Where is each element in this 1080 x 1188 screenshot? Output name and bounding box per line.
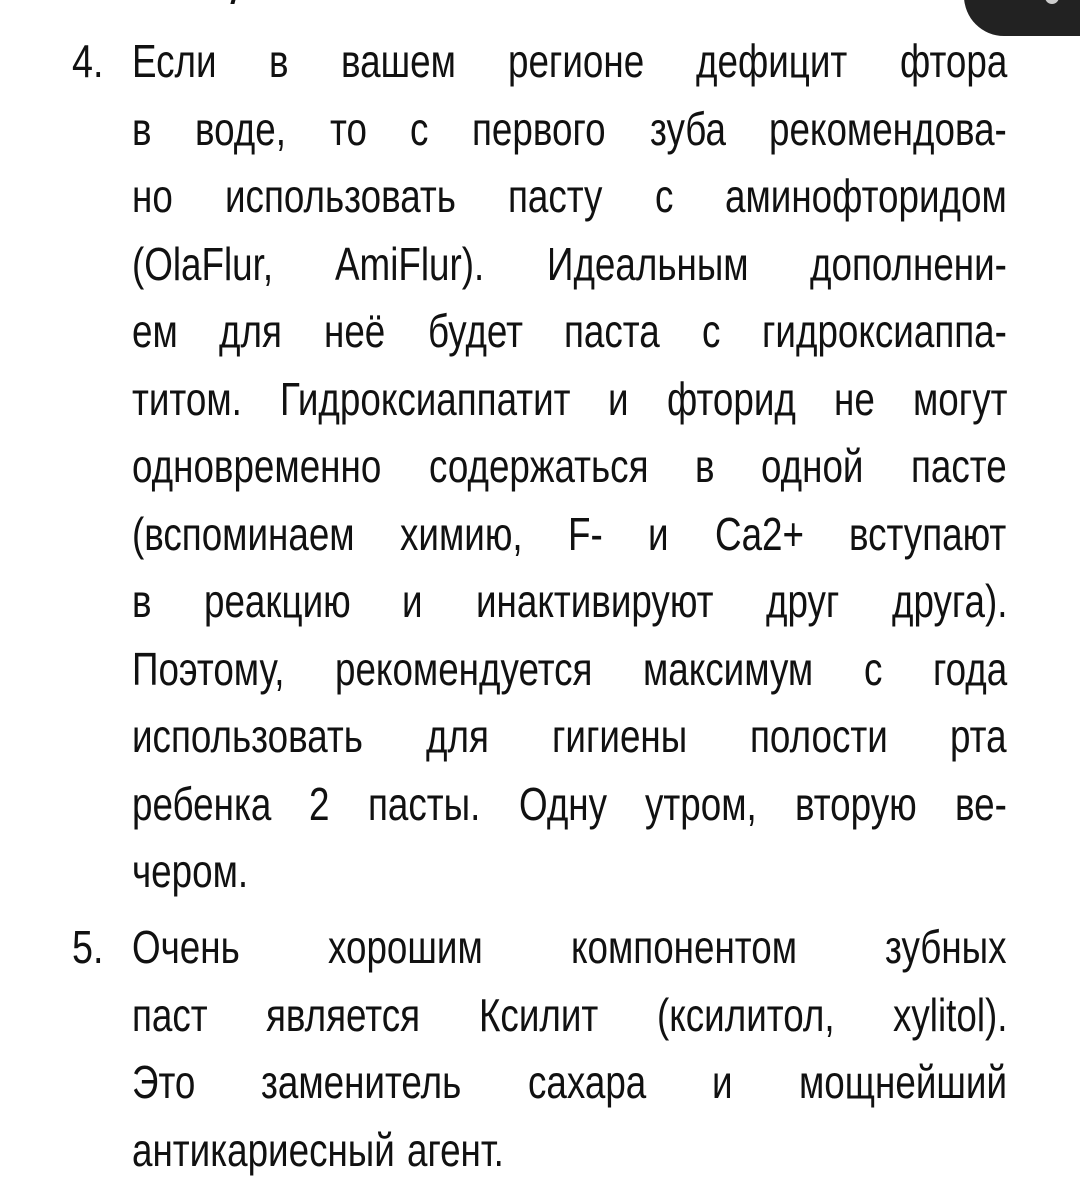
word: аминофторидом bbox=[725, 170, 1008, 222]
word: является bbox=[266, 988, 421, 1041]
word: рта bbox=[950, 710, 1007, 762]
word: друг bbox=[765, 575, 840, 627]
text-line bbox=[132, 366, 1007, 433]
word: (вспоминаем bbox=[132, 507, 355, 560]
text-line bbox=[132, 163, 1007, 230]
word: зуба bbox=[649, 102, 726, 155]
word: максимум bbox=[643, 642, 814, 695]
word: регионе bbox=[508, 35, 645, 87]
text-line bbox=[132, 914, 1007, 981]
word: одновременно bbox=[132, 440, 382, 492]
word: в bbox=[269, 35, 289, 87]
word: неё bbox=[324, 305, 386, 357]
word: паста bbox=[564, 305, 661, 357]
word: то bbox=[329, 102, 367, 155]
word: одной bbox=[761, 440, 864, 492]
word: и bbox=[608, 372, 629, 425]
word: с bbox=[654, 170, 674, 222]
text-line bbox=[132, 433, 1007, 500]
word: компонентом bbox=[570, 921, 797, 973]
word: Идеальным bbox=[546, 237, 749, 290]
word: Ca2+ bbox=[714, 507, 804, 560]
word: AmiFlur). bbox=[334, 237, 485, 290]
word: Если bbox=[132, 35, 217, 87]
text-line bbox=[132, 28, 1007, 95]
word: могут bbox=[912, 372, 1008, 425]
word: Поэтому, bbox=[132, 642, 285, 695]
word: не bbox=[833, 372, 875, 425]
word: рекомендова- bbox=[769, 102, 1008, 155]
word: фтора bbox=[899, 35, 1008, 87]
text-line bbox=[132, 838, 1007, 905]
word: пасты. bbox=[368, 777, 481, 830]
word: и bbox=[402, 575, 424, 627]
previous-text-fragment bbox=[228, 0, 240, 6]
word: содержаться bbox=[428, 440, 649, 492]
word: чером. bbox=[132, 845, 249, 897]
word: с bbox=[410, 102, 429, 155]
word: химию, bbox=[400, 507, 523, 560]
word: хорошим bbox=[328, 921, 483, 973]
word: зубных bbox=[885, 921, 1007, 973]
word: дополнени- bbox=[810, 237, 1008, 290]
word: первого bbox=[472, 102, 606, 155]
word: 2 bbox=[309, 777, 330, 830]
word: Одну bbox=[518, 777, 607, 830]
word: в bbox=[132, 102, 152, 155]
text-line bbox=[132, 982, 1007, 1049]
word: ребенка bbox=[132, 777, 272, 830]
word: ем bbox=[132, 305, 178, 357]
word: мощнейший bbox=[799, 1056, 1008, 1108]
word: вторую bbox=[795, 777, 917, 830]
word: xylitol). bbox=[892, 988, 1008, 1041]
word: будет bbox=[427, 305, 523, 357]
word: Это bbox=[132, 1056, 196, 1108]
text-line bbox=[132, 96, 1007, 163]
word: друга). bbox=[891, 575, 1008, 627]
text-line bbox=[132, 231, 1007, 298]
text-line bbox=[132, 636, 1007, 703]
word: паст bbox=[132, 988, 208, 1041]
word: реакцию bbox=[203, 575, 351, 627]
word: года bbox=[932, 642, 1007, 695]
text-line bbox=[132, 1117, 1007, 1184]
word: Ксилит bbox=[479, 988, 599, 1041]
word: дефицит bbox=[696, 35, 848, 87]
word: F- bbox=[568, 507, 603, 560]
text-line bbox=[132, 703, 1007, 770]
word: агент. bbox=[407, 1123, 505, 1176]
word: Гидроксиаппатит bbox=[279, 372, 571, 425]
text-line bbox=[132, 298, 1007, 365]
word: вступают bbox=[849, 507, 1007, 560]
word: пасту bbox=[508, 170, 603, 222]
word: полости bbox=[749, 710, 888, 762]
text-line bbox=[132, 501, 1007, 568]
word: с bbox=[702, 305, 721, 357]
word: использовать bbox=[224, 170, 456, 222]
word: ве- bbox=[955, 777, 1007, 830]
word: пасте bbox=[911, 440, 1007, 492]
list-number: 5. bbox=[72, 921, 104, 973]
word: Очень bbox=[132, 921, 240, 973]
word: воде, bbox=[194, 102, 286, 155]
word: и bbox=[648, 507, 669, 560]
word: вашем bbox=[340, 35, 456, 87]
word: (OlaFlur, bbox=[132, 237, 274, 290]
word: гидроксиаппа- bbox=[762, 305, 1008, 357]
word: но bbox=[132, 170, 173, 222]
text-line bbox=[132, 1049, 1007, 1116]
word: титом. bbox=[132, 372, 242, 425]
word: для bbox=[219, 305, 283, 357]
word: гигиены bbox=[551, 710, 688, 762]
word: в bbox=[132, 575, 152, 627]
word: с bbox=[863, 642, 883, 695]
text-line bbox=[132, 568, 1007, 635]
list-number: 4. bbox=[72, 35, 104, 87]
word: заменитель bbox=[261, 1056, 462, 1108]
word: использовать bbox=[132, 710, 363, 762]
word: антикариесный bbox=[132, 1123, 395, 1176]
word: и bbox=[712, 1056, 733, 1108]
word: сахара bbox=[527, 1056, 646, 1108]
word: для bbox=[425, 710, 489, 762]
word: рекомендуется bbox=[335, 642, 593, 695]
word: инактивируют bbox=[475, 575, 714, 627]
word: фторид bbox=[666, 372, 796, 425]
word: утром, bbox=[644, 777, 757, 830]
word: (ксилитол, bbox=[656, 988, 835, 1041]
word: в bbox=[695, 440, 715, 492]
text-line bbox=[132, 771, 1007, 838]
